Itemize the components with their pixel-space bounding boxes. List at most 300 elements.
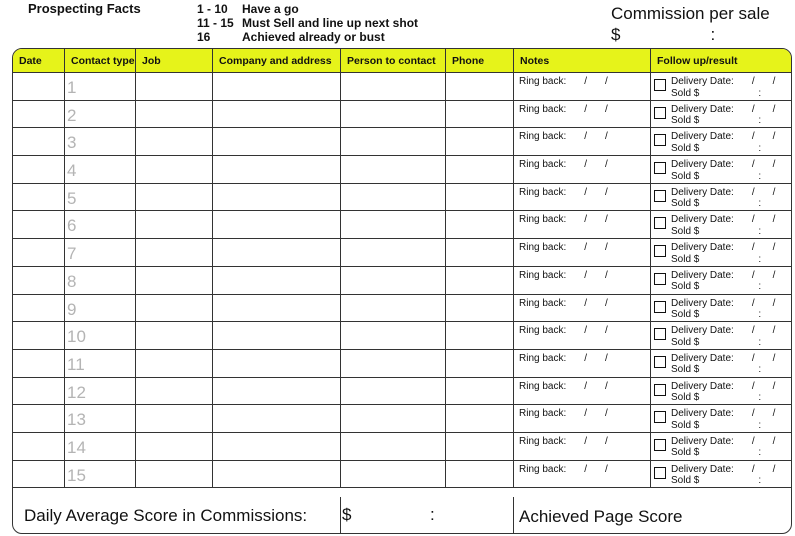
follow-up-lines xyxy=(671,325,775,348)
slash: / xyxy=(751,380,755,392)
legend-row xyxy=(197,30,418,44)
delivery-line[interactable] xyxy=(671,159,775,171)
contact-type-cell[interactable] xyxy=(65,461,136,488)
contact-type-cell[interactable] xyxy=(65,350,136,377)
follow-up-lines xyxy=(671,104,775,127)
date-cell[interactable] xyxy=(13,184,65,211)
sold-label: Sold $ xyxy=(671,281,700,293)
row-number: 11 xyxy=(67,354,85,374)
row-number: 13 xyxy=(67,410,86,430)
date-cell[interactable] xyxy=(13,433,65,460)
delivery-label: Delivery Date: xyxy=(671,214,734,226)
follow-up xyxy=(654,464,775,487)
follow-up-cell xyxy=(651,461,791,488)
score-legend xyxy=(197,2,418,44)
sold-colon: : xyxy=(758,225,762,237)
notes-cell[interactable] xyxy=(514,73,651,100)
slash: / xyxy=(584,269,588,281)
company-cell[interactable] xyxy=(213,211,341,238)
follow-up-lines xyxy=(671,242,775,265)
col-follow-up: Follow up/result xyxy=(657,55,738,67)
ring-back-label: Ring back: xyxy=(519,297,567,309)
ring-back-label: Ring back: xyxy=(519,408,567,420)
company-cell[interactable] xyxy=(213,101,341,128)
daily-average-label: Daily Average Score in Commissions: xyxy=(13,497,341,533)
ring-back xyxy=(519,131,608,142)
slash: / xyxy=(584,380,588,392)
ring-back xyxy=(519,436,608,447)
delivery-label: Delivery Date: xyxy=(671,159,734,171)
achieved-page-score[interactable]: Achieved Page Score xyxy=(519,507,683,526)
follow-up-cell xyxy=(651,156,791,183)
date-cell[interactable] xyxy=(13,128,65,155)
follow-up xyxy=(654,159,775,182)
slash: / xyxy=(605,76,608,87)
notes-cell[interactable] xyxy=(514,295,651,322)
sold-line[interactable] xyxy=(671,281,775,293)
sold-line[interactable] xyxy=(671,143,775,155)
delivery-line[interactable] xyxy=(671,353,775,365)
sold-label: Sold $ xyxy=(671,309,700,320)
legend-text: Must Sell and line up next shot xyxy=(242,16,419,30)
follow-up-cell xyxy=(651,405,791,432)
sold-label: Sold $ xyxy=(671,115,700,127)
sold-label: Sold $ xyxy=(671,225,700,237)
phone-cell[interactable] xyxy=(446,156,514,183)
row-number: 10 xyxy=(67,327,86,347)
phone-cell[interactable] xyxy=(446,128,514,155)
follow-up-cell xyxy=(651,128,791,155)
notes-cell[interactable] xyxy=(514,267,651,294)
follow-up xyxy=(654,270,775,293)
row-number: 15 xyxy=(67,465,86,485)
date-cell[interactable] xyxy=(13,405,65,432)
job-cell[interactable] xyxy=(136,350,213,377)
follow-up xyxy=(654,381,775,404)
sold-label: Sold $ xyxy=(671,392,700,404)
date-cell[interactable] xyxy=(13,295,65,322)
person-cell[interactable] xyxy=(341,184,446,211)
person-cell[interactable] xyxy=(341,322,446,349)
job-cell[interactable] xyxy=(136,101,213,128)
contact-type-cell[interactable] xyxy=(65,239,136,266)
company-cell[interactable] xyxy=(213,267,341,294)
phone-cell[interactable] xyxy=(446,378,514,405)
phone-cell[interactable] xyxy=(446,295,514,322)
delivery-line[interactable] xyxy=(671,214,775,226)
sold-checkbox[interactable] xyxy=(654,273,666,285)
job-cell[interactable] xyxy=(136,128,213,155)
ring-back xyxy=(519,353,608,364)
notes-cell[interactable] xyxy=(514,211,651,238)
company-cell[interactable] xyxy=(213,461,341,488)
sold-colon: : xyxy=(758,336,762,348)
slash: / xyxy=(751,186,755,198)
follow-up-lines xyxy=(671,187,775,210)
contact-type-cell[interactable] xyxy=(65,184,136,211)
job-cell[interactable] xyxy=(136,461,213,488)
date-cell[interactable] xyxy=(13,267,65,294)
slash: / xyxy=(772,380,776,392)
phone-cell[interactable] xyxy=(446,405,514,432)
delivery-line[interactable] xyxy=(671,381,775,393)
daily-colon: : xyxy=(430,505,435,524)
company-cell[interactable] xyxy=(213,322,341,349)
delivery-line[interactable] xyxy=(671,325,775,337)
company-cell[interactable] xyxy=(213,405,341,432)
slash: / xyxy=(772,269,776,281)
company-cell[interactable] xyxy=(213,156,341,183)
person-cell[interactable] xyxy=(341,128,446,155)
row-number: 8 xyxy=(67,271,77,291)
notes-cell[interactable] xyxy=(514,350,651,377)
contact-type-cell[interactable] xyxy=(65,73,136,100)
person-cell[interactable] xyxy=(341,73,446,100)
date-cell[interactable] xyxy=(13,73,65,100)
slash: / xyxy=(751,159,755,171)
follow-up-cell xyxy=(651,239,791,266)
contact-type-cell[interactable] xyxy=(65,322,136,349)
sold-line[interactable] xyxy=(671,254,775,266)
slash: / xyxy=(584,159,588,171)
person-cell[interactable] xyxy=(341,405,446,432)
phone-cell[interactable] xyxy=(446,433,514,460)
sold-checkbox[interactable] xyxy=(654,439,666,451)
delivery-line[interactable] xyxy=(671,298,775,310)
delivery-line[interactable] xyxy=(671,464,775,476)
follow-up xyxy=(654,242,775,265)
notes-cell[interactable] xyxy=(514,322,651,349)
delivery-label: Delivery Date: xyxy=(671,76,734,87)
notes-cell[interactable] xyxy=(514,239,651,266)
ring-back xyxy=(519,159,608,170)
follow-up-lines xyxy=(671,298,775,321)
ring-back-label: Ring back: xyxy=(519,103,567,115)
commission-label: Commission per sale xyxy=(611,4,770,23)
company-cell[interactable] xyxy=(213,128,341,155)
job-cell[interactable] xyxy=(136,73,213,100)
ring-back-label: Ring back: xyxy=(519,435,567,447)
sold-checkbox[interactable] xyxy=(654,356,666,368)
follow-up-cell xyxy=(651,267,791,294)
sold-checkbox[interactable] xyxy=(654,134,666,146)
sold-colon: : xyxy=(758,142,762,154)
sold-line[interactable] xyxy=(671,420,775,432)
contact-type-cell[interactable] xyxy=(65,433,136,460)
sold-checkbox[interactable] xyxy=(654,107,666,119)
slash: / xyxy=(584,408,588,420)
job-cell[interactable] xyxy=(136,184,213,211)
job-cell[interactable] xyxy=(136,156,213,183)
phone-cell[interactable] xyxy=(446,322,514,349)
delivery-line[interactable] xyxy=(671,270,775,282)
table-row xyxy=(13,322,791,350)
delivery-label: Delivery Date: xyxy=(671,269,734,281)
daily-currency: $ xyxy=(342,505,352,524)
ring-back xyxy=(519,187,608,198)
delivery-line[interactable] xyxy=(671,436,775,448)
follow-up xyxy=(654,187,775,210)
commission-box xyxy=(611,3,770,45)
job-cell[interactable] xyxy=(136,405,213,432)
table-row xyxy=(13,295,791,323)
notes-cell[interactable] xyxy=(514,128,651,155)
ring-back xyxy=(519,270,608,281)
sold-checkbox[interactable] xyxy=(654,384,666,396)
row-number: 12 xyxy=(67,382,86,402)
job-cell[interactable] xyxy=(136,433,213,460)
company-cell[interactable] xyxy=(213,239,341,266)
person-cell[interactable] xyxy=(341,239,446,266)
delivery-label: Delivery Date: xyxy=(671,352,734,364)
follow-up-cell xyxy=(651,378,791,405)
sold-checkbox[interactable] xyxy=(654,217,666,229)
contact-type-cell[interactable] xyxy=(65,101,136,128)
slash: / xyxy=(584,242,588,254)
col-date: Date xyxy=(13,49,65,72)
sold-line[interactable] xyxy=(671,309,775,321)
row-number: 14 xyxy=(67,437,86,457)
legend-row xyxy=(197,16,418,30)
delivery-label: Delivery Date: xyxy=(671,103,734,115)
notes-cell[interactable] xyxy=(514,378,651,405)
sold-checkbox[interactable] xyxy=(654,301,666,313)
contact-type-cell[interactable] xyxy=(65,156,136,183)
sold-line[interactable] xyxy=(671,226,775,238)
slash: / xyxy=(772,463,776,475)
slash: / xyxy=(584,131,588,143)
follow-up-cell xyxy=(651,350,791,377)
follow-up-cell xyxy=(651,433,791,460)
person-cell[interactable] xyxy=(341,101,446,128)
sold-line[interactable] xyxy=(671,447,775,459)
notes-cell[interactable] xyxy=(514,405,651,432)
delivery-line[interactable] xyxy=(671,242,775,254)
table-row xyxy=(13,239,791,267)
delivery-line[interactable] xyxy=(671,408,775,420)
contact-type-cell[interactable] xyxy=(65,211,136,238)
slash: / xyxy=(751,325,755,337)
slash: / xyxy=(605,242,608,254)
delivery-line[interactable] xyxy=(671,131,775,143)
sold-label: Sold $ xyxy=(671,198,700,210)
phone-cell[interactable] xyxy=(446,101,514,128)
person-cell[interactable] xyxy=(341,461,446,488)
date-cell[interactable] xyxy=(13,211,65,238)
delivery-label: Delivery Date: xyxy=(671,242,734,254)
contact-type-cell[interactable] xyxy=(65,378,136,405)
row-number: 4 xyxy=(67,161,77,181)
table-row xyxy=(13,378,791,406)
slash: / xyxy=(772,76,776,87)
slash: / xyxy=(584,214,588,226)
company-cell[interactable] xyxy=(213,433,341,460)
slash: / xyxy=(605,186,608,198)
sold-line[interactable] xyxy=(671,337,775,349)
phone-cell[interactable] xyxy=(446,73,514,100)
sold-line[interactable] xyxy=(671,88,775,100)
date-cell[interactable] xyxy=(13,101,65,128)
sold-label: Sold $ xyxy=(671,336,700,348)
row-number: 5 xyxy=(67,188,77,208)
contact-type-cell[interactable] xyxy=(65,128,136,155)
notes-cell[interactable] xyxy=(514,433,651,460)
delivery-line[interactable] xyxy=(671,76,775,88)
page-title: Prospecting Facts xyxy=(28,1,141,16)
follow-up xyxy=(654,408,775,431)
slash: / xyxy=(584,76,588,87)
slash: / xyxy=(751,352,755,364)
notes-cell[interactable] xyxy=(514,184,651,211)
company-cell[interactable] xyxy=(213,350,341,377)
table-row xyxy=(13,184,791,212)
phone-cell[interactable] xyxy=(446,211,514,238)
sold-checkbox[interactable] xyxy=(654,79,666,91)
ring-back xyxy=(519,214,608,225)
sold-line[interactable] xyxy=(671,364,775,376)
slash: / xyxy=(772,131,776,143)
commission-field[interactable] xyxy=(611,24,770,45)
person-cell[interactable] xyxy=(341,295,446,322)
sold-colon: : xyxy=(758,198,762,210)
ring-back-label: Ring back: xyxy=(519,463,567,475)
slash: / xyxy=(605,380,608,392)
table-header xyxy=(13,49,791,73)
date-cell[interactable] xyxy=(13,239,65,266)
slash: / xyxy=(751,131,755,143)
sold-colon: : xyxy=(758,364,762,376)
sold-label: Sold $ xyxy=(671,87,700,99)
slash: / xyxy=(751,435,755,447)
contact-type-cell[interactable] xyxy=(65,405,136,432)
slash: / xyxy=(605,159,608,171)
ring-back xyxy=(519,381,608,392)
sold-checkbox[interactable] xyxy=(654,162,666,174)
follow-up-lines xyxy=(671,353,775,376)
contact-type-cell[interactable] xyxy=(65,267,136,294)
notes-cell[interactable] xyxy=(514,156,651,183)
delivery-line[interactable] xyxy=(671,187,775,199)
slash: / xyxy=(605,325,608,337)
ring-back-label: Ring back: xyxy=(519,159,567,171)
delivery-label: Delivery Date: xyxy=(671,325,734,337)
slash: / xyxy=(605,297,608,309)
table-row xyxy=(13,267,791,295)
legend-text: Have a go xyxy=(242,2,299,16)
follow-up xyxy=(654,76,775,99)
phone-cell[interactable] xyxy=(446,461,514,488)
sold-line[interactable] xyxy=(671,198,775,210)
slash: / xyxy=(772,352,776,364)
sold-label: Sold $ xyxy=(671,253,700,265)
contact-type-cell[interactable] xyxy=(65,295,136,322)
job-cell[interactable] xyxy=(136,295,213,322)
person-cell[interactable] xyxy=(341,350,446,377)
person-cell[interactable] xyxy=(341,267,446,294)
notes-cell[interactable] xyxy=(514,101,651,128)
row-number: 3 xyxy=(67,133,77,153)
notes-cell[interactable] xyxy=(514,461,651,488)
sold-label: Sold $ xyxy=(671,447,700,459)
sold-checkbox[interactable] xyxy=(654,467,666,479)
follow-up-lines xyxy=(671,214,775,237)
ring-back-label: Ring back: xyxy=(519,269,567,281)
delivery-label: Delivery Date: xyxy=(671,380,734,392)
follow-up xyxy=(654,298,775,321)
ring-back-label: Ring back: xyxy=(519,352,567,364)
phone-cell[interactable] xyxy=(446,267,514,294)
slash: / xyxy=(605,463,608,475)
phone-cell[interactable] xyxy=(446,239,514,266)
sold-line[interactable] xyxy=(671,392,775,404)
col-job: Job xyxy=(136,49,213,72)
job-cell[interactable] xyxy=(136,267,213,294)
company-cell[interactable] xyxy=(213,295,341,322)
slash: / xyxy=(605,269,608,281)
date-cell[interactable] xyxy=(13,350,65,377)
company-cell[interactable] xyxy=(213,184,341,211)
ring-back-label: Ring back: xyxy=(519,214,567,226)
daily-average-field[interactable] xyxy=(341,497,514,533)
person-cell[interactable] xyxy=(341,433,446,460)
phone-cell[interactable] xyxy=(446,184,514,211)
sold-checkbox[interactable] xyxy=(654,328,666,340)
job-cell[interactable] xyxy=(136,378,213,405)
sold-line[interactable] xyxy=(671,171,775,183)
delivery-label: Delivery Date: xyxy=(671,435,734,447)
slash: / xyxy=(605,352,608,364)
person-cell[interactable] xyxy=(341,211,446,238)
ring-back-label: Ring back: xyxy=(519,242,567,254)
date-cell[interactable] xyxy=(13,322,65,349)
row-number: 6 xyxy=(67,216,77,236)
delivery-line[interactable] xyxy=(671,104,775,116)
date-cell[interactable] xyxy=(13,378,65,405)
delivery-label: Delivery Date: xyxy=(671,408,734,420)
date-cell[interactable] xyxy=(13,461,65,488)
sold-checkbox[interactable] xyxy=(654,411,666,423)
person-cell[interactable] xyxy=(341,156,446,183)
slash: / xyxy=(605,103,608,115)
col-phone: Phone xyxy=(446,49,514,72)
ring-back-label: Ring back: xyxy=(519,325,567,337)
slash: / xyxy=(584,463,588,475)
sold-line[interactable] xyxy=(671,115,775,127)
follow-up xyxy=(654,104,775,127)
company-cell[interactable] xyxy=(213,73,341,100)
sold-checkbox[interactable] xyxy=(654,190,666,202)
date-cell[interactable] xyxy=(13,156,65,183)
ring-back-label: Ring back: xyxy=(519,76,567,87)
job-cell[interactable] xyxy=(136,239,213,266)
ring-back xyxy=(519,104,608,115)
slash: / xyxy=(772,159,776,171)
slash: / xyxy=(605,408,608,420)
phone-cell[interactable] xyxy=(446,350,514,377)
ring-back xyxy=(519,325,608,336)
sold-line[interactable] xyxy=(671,475,775,487)
sold-colon: : xyxy=(758,115,762,127)
follow-up-cell xyxy=(651,295,791,322)
person-cell[interactable] xyxy=(341,378,446,405)
company-cell[interactable] xyxy=(213,378,341,405)
follow-up-lines xyxy=(671,381,775,404)
job-cell[interactable] xyxy=(136,211,213,238)
ring-back-label: Ring back: xyxy=(519,131,567,143)
legend-text: Achieved already or bust xyxy=(242,30,385,44)
job-cell[interactable] xyxy=(136,322,213,349)
sold-checkbox[interactable] xyxy=(654,245,666,257)
